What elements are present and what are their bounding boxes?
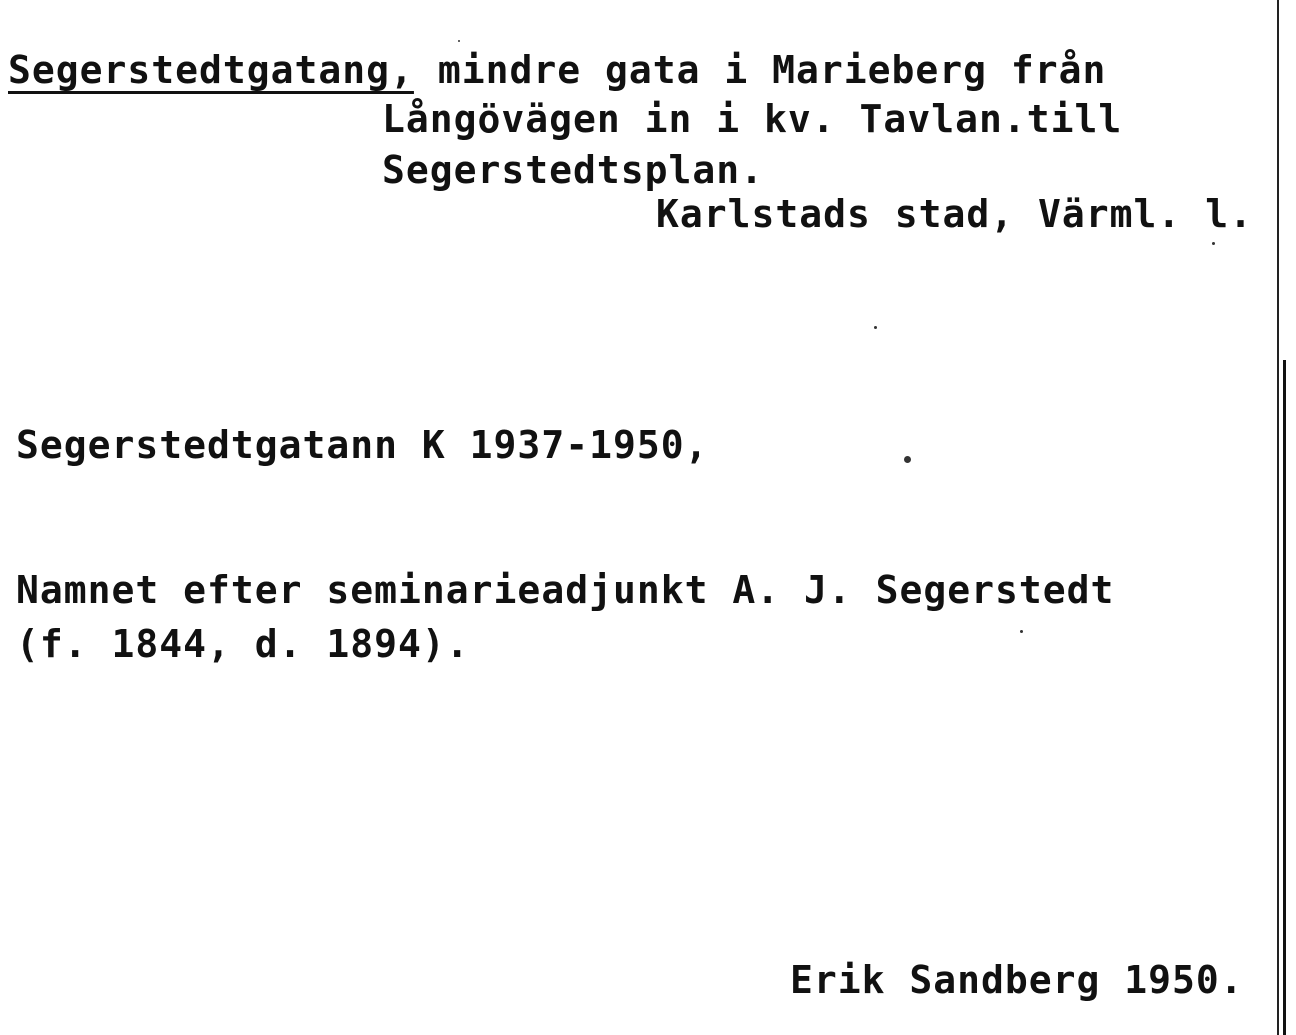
card-line-1 xyxy=(8,48,1106,92)
card-line-4: Karlstads stad, Värml. l. xyxy=(656,192,1253,236)
ink-speck xyxy=(874,326,877,329)
card-right-border-shadow xyxy=(1283,360,1286,1035)
card-right-border xyxy=(1277,0,1279,1035)
card-line-6: Namnet efter seminarieadjunkt A. J. Segerstedt xyxy=(16,568,1115,612)
card-line-7: (f. 1844, d. 1894). xyxy=(16,622,470,666)
entry-heading: Segerstedtgatang, xyxy=(8,48,414,92)
ink-speck xyxy=(1212,242,1215,245)
card-line-2: Långövägen in i kv. Tavlan.till xyxy=(382,97,1123,141)
card-line-5: Segerstedtgatann K 1937-1950, xyxy=(16,423,709,467)
entry-description-start: mindre gata i Marieberg från xyxy=(413,48,1107,92)
ink-speck xyxy=(1020,630,1023,633)
ink-speck xyxy=(904,456,911,463)
card-signature: Erik Sandberg 1950. xyxy=(790,958,1244,1002)
ink-speck xyxy=(458,40,460,42)
card-line-3: Segerstedtsplan. xyxy=(382,148,765,192)
